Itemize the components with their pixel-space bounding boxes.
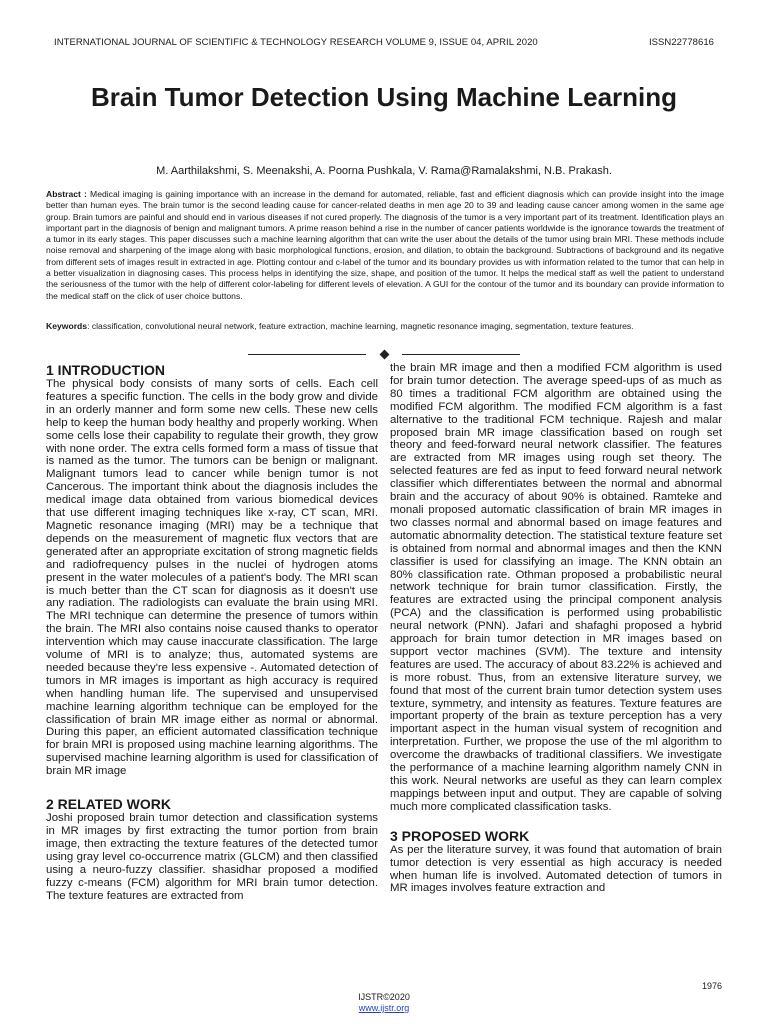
- related-work-body-left: Joshi proposed brain tumor detection and classification systems in MR images by first extracting the tumor portion from brain image, then extracting the texture features of the detected tumor using gray level co-occurrence matrix (GLCM) and then classified using a neuro-fuzzy classifier. shasidhar proposed a modified fuzzy c-means (FCM) algorithm for MRI brain tumor detection. The texture features are extracted from: [46, 812, 378, 902]
- left-column: [46, 362, 378, 902]
- diamond-icon: [379, 349, 389, 359]
- keywords-text: : classification, convolutional neural network, feature extraction, machine learning, magnetic resonance imaging, segmentation, texture features.: [87, 321, 634, 331]
- proposed-work-body: As per the literature survey, it was found that automation of brain tumor detection is very essential as high accuracy is needed when human life is involved. Automated detection of tumors in MR images involves feature extraction and: [390, 843, 722, 895]
- abstract-label: Abstract :: [46, 189, 87, 199]
- section-heading-proposed-work: 3 PROPOSED WORK: [390, 827, 530, 844]
- section-divider: [248, 348, 520, 360]
- right-column: [390, 362, 722, 895]
- page-number: 1976: [701, 981, 722, 991]
- keywords-label: Keywords: [46, 321, 88, 331]
- paper-title: Brain Tumor Detection Using Machine Learning: [90, 82, 678, 112]
- footer-copyright: IJSTR©2020: [358, 992, 410, 1002]
- related-work-body-right: the brain MR image and then a modified FCM algorithm is used for brain tumor detection. The average speed-ups of as much as 80 times a traditional FCM algorithm are obtained using the modified FCM algorithm. The modified FCM algorithm is a fast alternative to the traditional FCM technique. Rajesh and malar proposed brain MR image classification based on rough set theory and feed-forward neural network classifier. The features are extracted from MR images using rough set theory. The selected features are fed as input to feed forward neural network classifier which differentiates between the normal and abnormal brain and the accuracy of about 90% is obtained. Ramteke and monali proposed automatic classification of brain MR images in two classes normal and abnormal based on image features and automatic abnormality detection. The statistical texture feature set is obtained from normal and abnormal images and then the KNN classifier is used for classifying an image. The KNN obtain an 80% classification rate. Othman proposed a probabilistic neural network technique for brain tumor classification. Firstly, the features are extracted using the principal component analysis (PCA) and the classification is performed using probabilistic neural network (PNN). Jafari and shafaghi proposed a hybrid approach for brain tumor detection in MR images based on support vector machines (SVM). The texture and intensity features are used. The accuracy of about 83.22% is achieved and is more robust. Thus, from an extensive literature survey, we found that most of the current brain tumor detection system uses texture, symmetry, and intensity as features. Texture features are important property of the brain as texture perception has a very important aspect in the human visual system of recognition and interpretation. Further, we propose the use of the ml algorithm to overcome the drawbacks of traditional classifiers. We investigate the performance of a machine learning algorithm namely CNN in this work. Neural networks are useful as they can learn complex mappings between input and output. They are capable of solving much more complicated classification tasks.: [390, 362, 722, 813]
- abstract: [46, 189, 724, 302]
- abstract-text: Medical imaging is gaining importance with an increase in the demand for automated, reliable, fast and efficient diagnosis which can provide insight into the image better than human eyes. The brain tumor is the second leading cause for cancer-related deaths in men age 20 to 39 and leading cause cancer among women in the same age group. Brain tumors are painful and should end in various diseases if not cured properly. The diagnosis of the tumor is a very important part of its treatment. Identification plays an important part in the diagnosis of benign and malignant tumors. A prime reason behind a rise in the number of cancer patients worldwide is the ignorance towards the treatment of a tumor in its early stages. This paper discusses such a machine learning algorithm that can write the user about the details of the tumor using brain MRI. These methods include noise removal and sharpening of the image along with basic morphological functions, erosion, and dilation, to obtain the background. Subtractions of background and its negative from different sets of images result in extracted in age. Plotting contour and c-label of the tumor and its boundary provides us with information related to the tumor that can help in a better visualization in diagnosing cases. This process helps in identifying the size, shape, and position of the tumor. It helps the medical staff as well the patient to understand the seriousness of the tumor with the help of different color-labeling for different levels of elevation. A GUI for the contour of the tumor and its boundary can provide information to the medical staff on the click of user choice buttons.: [46, 189, 724, 301]
- running-header: [54, 37, 714, 48]
- issn: ISSN22778616: [648, 37, 714, 48]
- divider-rule-right: [402, 354, 520, 355]
- keywords: [46, 321, 724, 332]
- divider-rule-left: [248, 354, 366, 355]
- footer-url-link[interactable]: www.ijstr.org: [358, 1003, 410, 1013]
- section-heading-introduction: 1 INTRODUCTION: [46, 362, 165, 378]
- author-list: M. Aarthilakshmi, S. Meenakshi, A. Poorna Pushkala, V. Rama@Ramalakshmi, N.B. Prakash.: [156, 165, 612, 177]
- introduction-body: The physical body consists of many sorts of cells. Each cell features a specific function. The cells in the body grow and divide in an orderly manner and form some new cells. These new cells help to keep the human body healthy and properly working. When some cells lose their capability to regulate their growth, they grow with none order. The extra cells formed form a mass of tissue that is named as the tumor. The tumors can be benign or malignant. Malignant tumors lead to cancer while benign tumor is not Cancerous. The important think about the diagnosis includes the medical image data obtained from various biomedical devices that use different imaging techniques like x-ray, CT scan, MRI. Magnetic resonance imaging (MRI) may be a technique that depends on the measurement of magnetic flux vectors that are generated after an appropriate excitation of strong magnetic fields and radiofrequency pulses in the nuclei of hydrogen atoms present in the water molecules of a patient's body. The MRI scan is much better than the CT scan for diagnosis as it doesn't use any radiation. The radiologists can evaluate the brain using MRI. The MRI technique can determine the presence of tumors within the brain. The MRI also contains noise caused thanks to operator intervention which may cause inaccurate classification. The large volume of MRI is to analyze; thus, automated systems are needed because they're less expensive -. Automated detection of tumors in MR images is important as high accuracy is required when handling human life. The supervised and unsupervised machine learning algorithm technique can be employed for the classification of brain MR image either as normal or abnormal. During this paper, an efficient automated classification technique for brain MRI is proposed using machine learning algorithms. The supervised machine learning algorithm is used for classification of brain MR image: [46, 378, 378, 778]
- journal-name: INTERNATIONAL JOURNAL OF SCIENTIFIC & TECHNOLOGY RESEARCH VOLUME 9, ISSUE 04, APRIL 2020: [54, 37, 538, 48]
- page-footer: [0, 992, 768, 1014]
- section-heading-related-work: 2 RELATED WORK: [46, 796, 171, 813]
